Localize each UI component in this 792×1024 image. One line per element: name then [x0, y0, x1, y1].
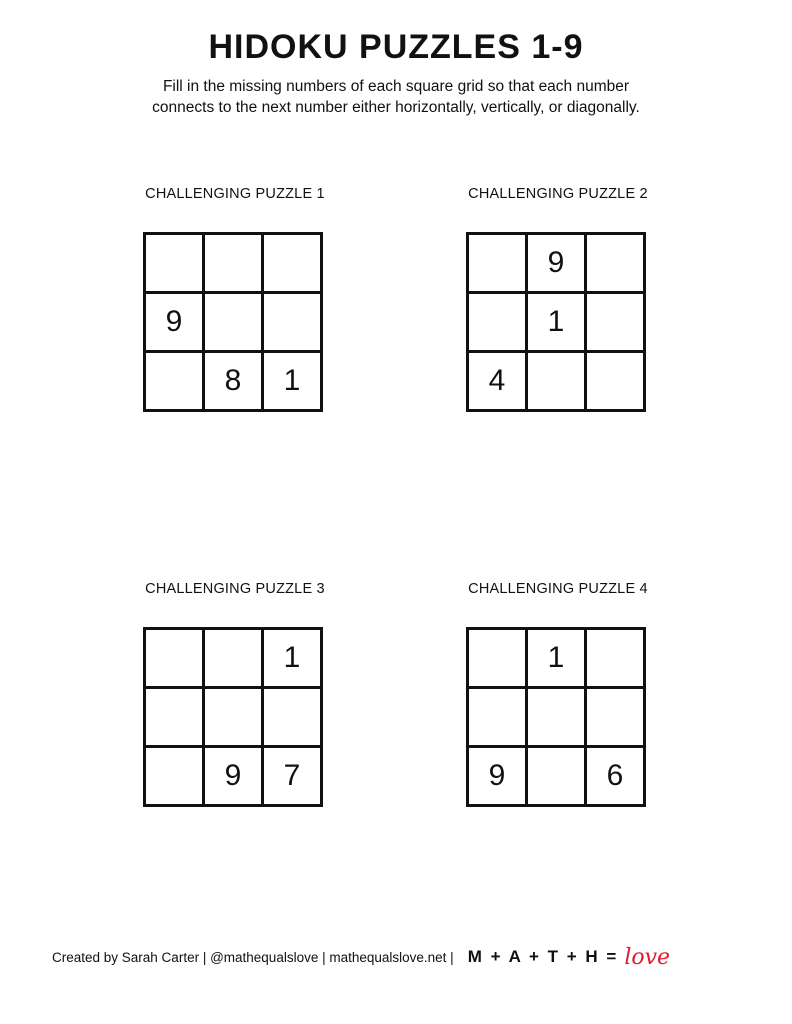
grid-cell [469, 689, 525, 745]
grid-cell [146, 235, 202, 291]
puzzle-grid [143, 232, 323, 412]
brand-logo-text: M + A + T + H = [467, 947, 619, 966]
grid-cell [205, 630, 261, 686]
grid-cell [146, 353, 202, 409]
grid-cell: 1 [264, 630, 320, 686]
grid-cell [205, 294, 261, 350]
grid-cell: 1 [264, 353, 320, 409]
grid-cell [264, 689, 320, 745]
puzzle-label: CHALLENGING PUZZLE 3 [145, 581, 325, 597]
grid-cell [528, 689, 584, 745]
grid-cell: 6 [587, 748, 643, 804]
grid-cell [205, 689, 261, 745]
footer-credit: Created by Sarah Carter | @mathequalslove | mathequalslove.net | [52, 949, 454, 965]
grid-cell [528, 353, 584, 409]
grid-cell [146, 630, 202, 686]
grid-cell [587, 353, 643, 409]
grid-cell: 8 [205, 353, 261, 409]
puzzle-label: CHALLENGING PUZZLE 1 [145, 186, 325, 202]
instructions-line-1: Fill in the missing numbers of each square grid so that each number [162, 78, 630, 95]
grid-cell: 9 [469, 748, 525, 804]
instructions-line-2: connects to the next number either horizontally, vertically, or diagonally. [152, 99, 640, 116]
grid-cell: 9 [528, 235, 584, 291]
grid-cell [469, 235, 525, 291]
brand-love-script: love [624, 944, 671, 970]
grid-cell [587, 294, 643, 350]
page-title: HIDOKU PUZZLES 1-9 [208, 28, 584, 66]
grid-cell [469, 294, 525, 350]
instructions [0, 76, 792, 118]
grid-cell [587, 689, 643, 745]
grid-cell: 9 [205, 748, 261, 804]
puzzle-grid [466, 232, 646, 412]
puzzle-grid [143, 627, 323, 807]
grid-cell [205, 235, 261, 291]
grid-cell [264, 294, 320, 350]
grid-cell [587, 235, 643, 291]
puzzle-label: CHALLENGING PUZZLE 4 [468, 581, 648, 597]
grid-cell [146, 689, 202, 745]
grid-cell: 1 [528, 294, 584, 350]
grid-cell: 1 [528, 630, 584, 686]
grid-cell [587, 630, 643, 686]
grid-cell [264, 235, 320, 291]
grid-cell [469, 630, 525, 686]
grid-cell: 9 [146, 294, 202, 350]
grid-cell: 7 [264, 748, 320, 804]
grid-cell [146, 748, 202, 804]
puzzle-label: CHALLENGING PUZZLE 2 [468, 186, 648, 202]
puzzle-grid [466, 627, 646, 807]
grid-cell [528, 748, 584, 804]
footer [52, 944, 670, 970]
grid-cell: 4 [469, 353, 525, 409]
